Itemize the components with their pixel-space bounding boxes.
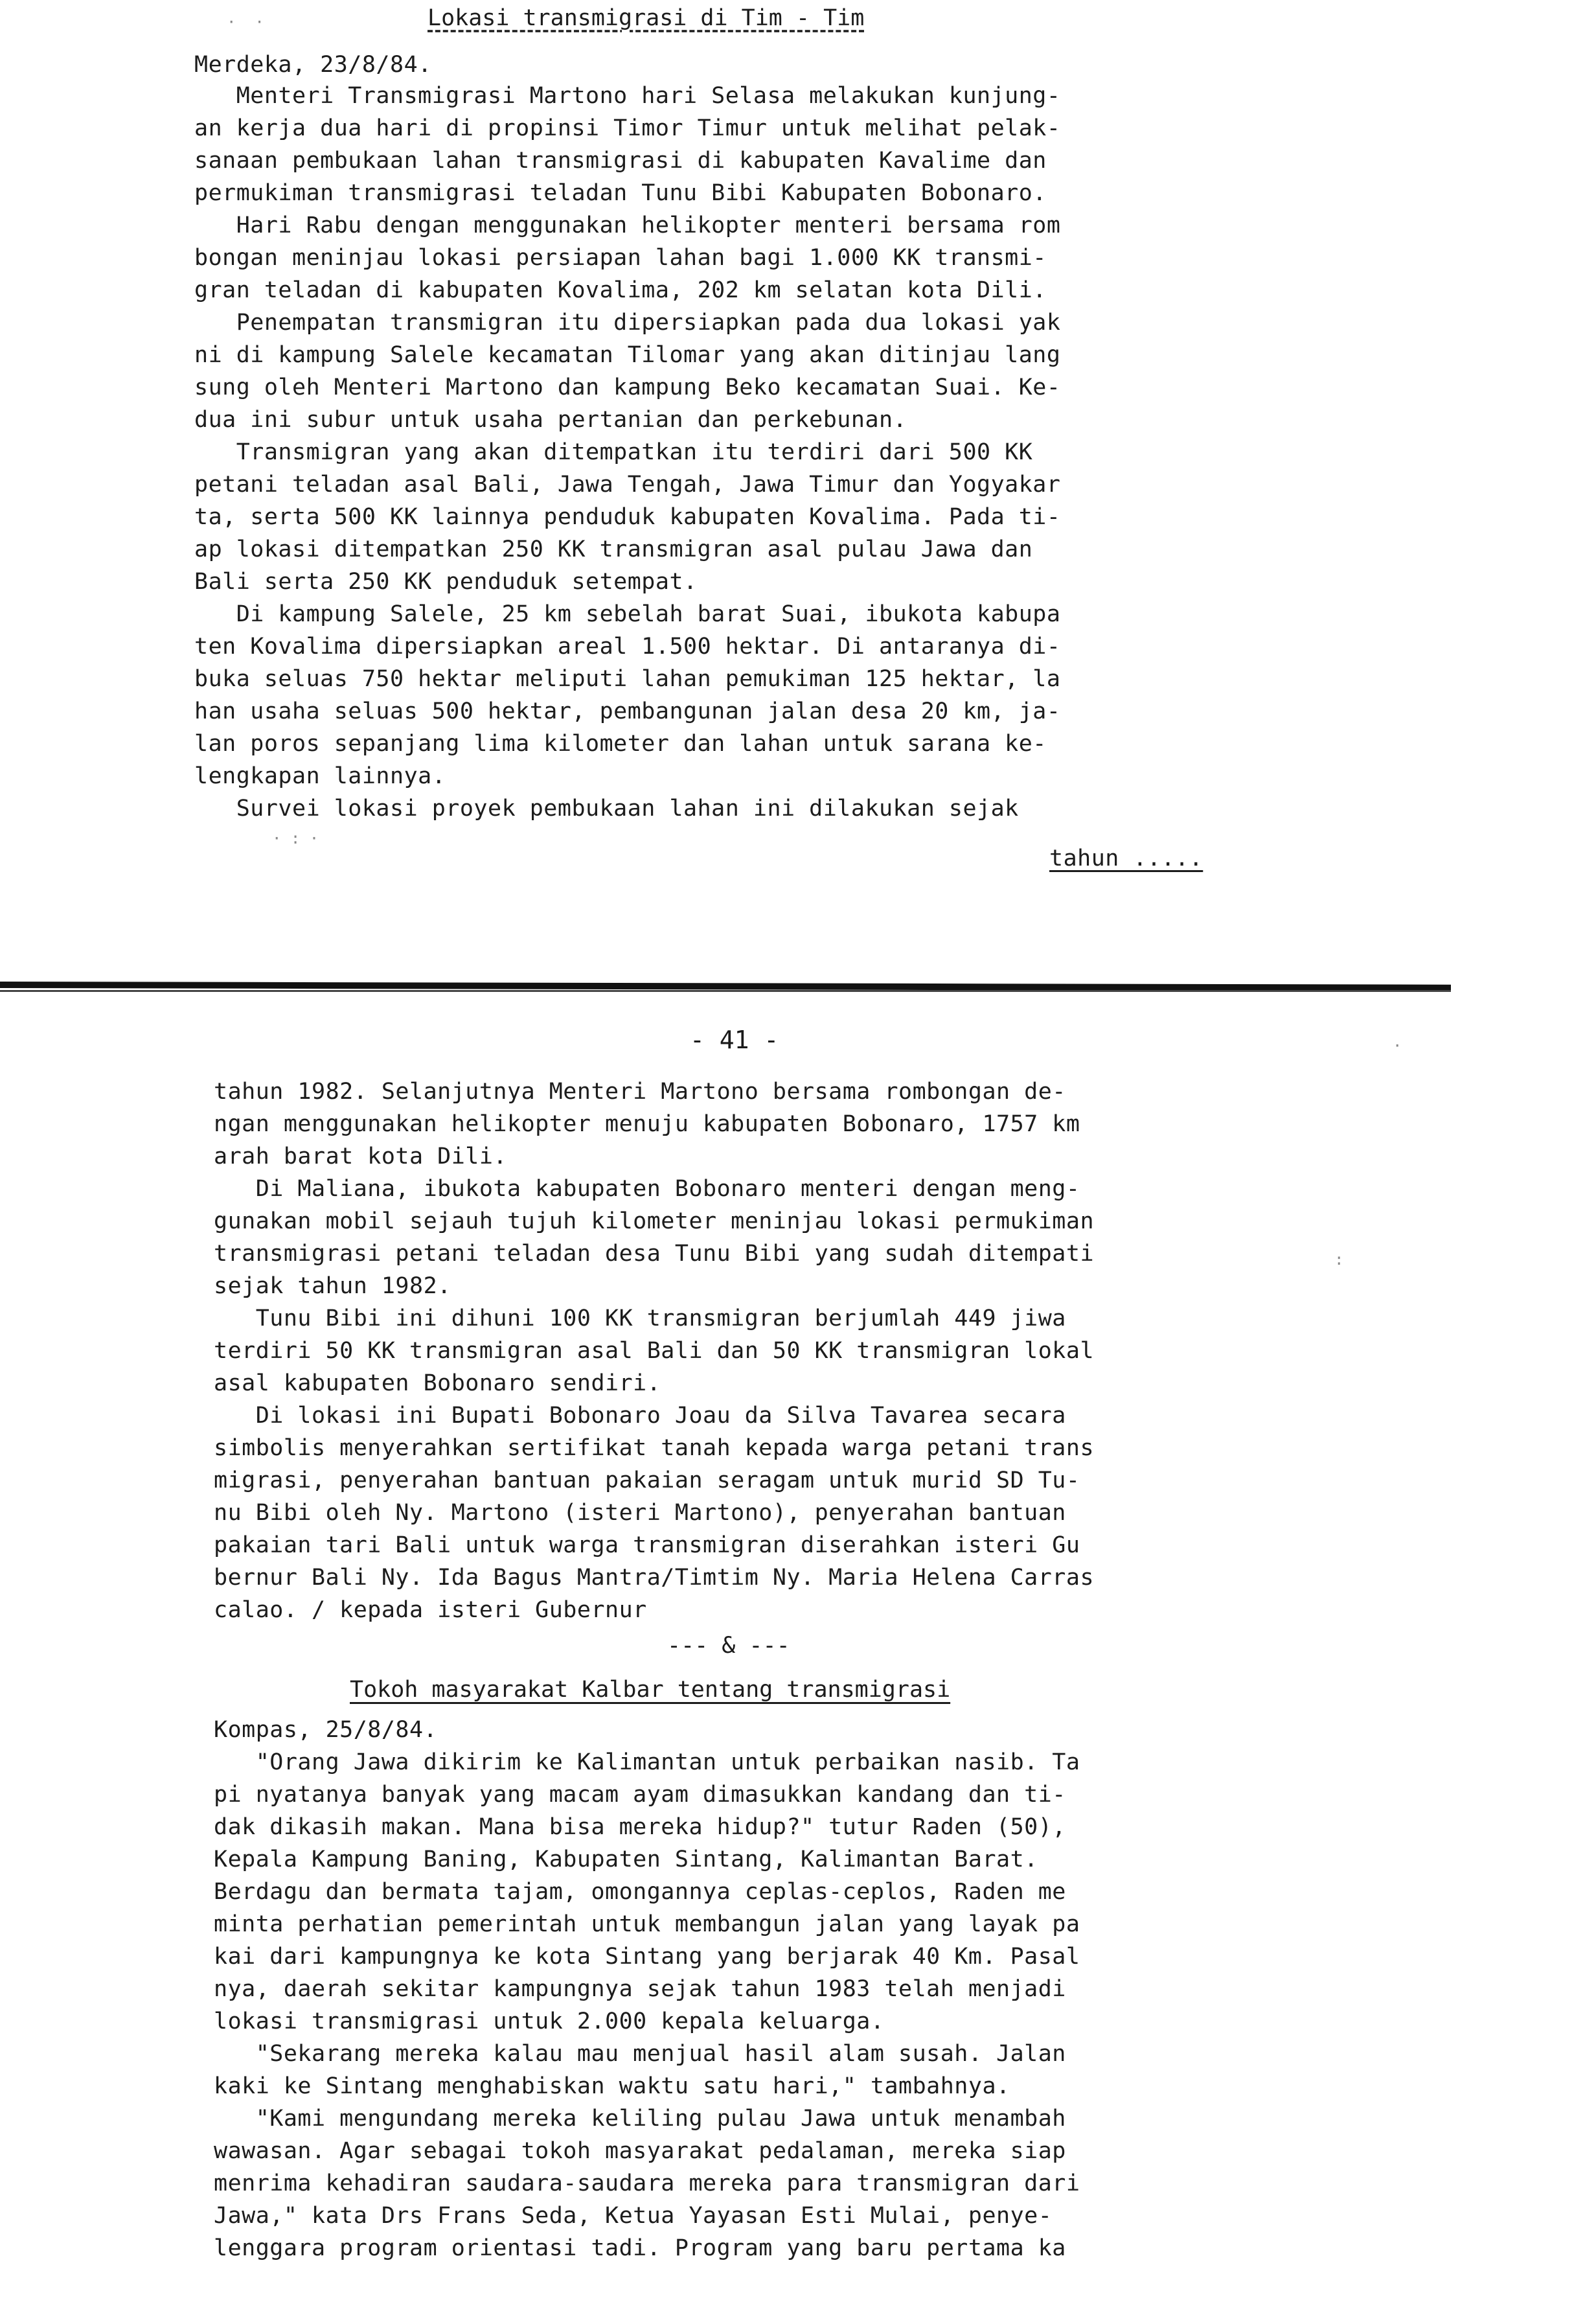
- body-line: gunakan mobil sejauh tujuh kilometer meninjau lokasi permukiman: [214, 1208, 1095, 1234]
- article1-title: Lokasi transmigrasi di Tim - Tim: [428, 5, 865, 31]
- body-line: pakaian tari Bali untuk warga transmigran diserahkan isteri Gu: [214, 1532, 1080, 1558]
- body-line: Bali serta 250 KK penduduk setempat.: [194, 569, 698, 595]
- body-line: simbolis menyerahkan sertifikat tanah kepada warga petani trans: [214, 1435, 1095, 1461]
- body-line: tahun 1982. Selanjutnya Menteri Martono bersama rombongan de-: [214, 1079, 1066, 1105]
- body-line: wawasan. Agar sebagai tokoh masyarakat pedalaman, mereka siap: [214, 2138, 1066, 2164]
- body-line: sejak tahun 1982.: [214, 1273, 451, 1299]
- body-line: Menteri Transmigrasi Martono hari Selasa melakukan kunjung-: [194, 83, 1061, 109]
- body-line: ni di kampung Salele kecamatan Tilomar yang akan ditinjau lang: [194, 342, 1061, 368]
- body-line: ngan menggunakan helikopter menuju kabupaten Bobonaro, 1757 km: [214, 1111, 1080, 1137]
- page-number: - 41 -: [690, 1026, 779, 1054]
- body-line: terdiri 50 KK transmigran asal Bali dan 50 KK transmigran lokal: [214, 1338, 1095, 1364]
- body-line: Berdagu dan bermata tajam, omongannya ceplas-ceplos, Raden me: [214, 1879, 1066, 1905]
- body-line: Tunu Bibi ini dihuni 100 KK transmigran berjumlah 449 jiwa: [214, 1306, 1066, 1331]
- body-line: bongan meninjau lokasi persiapan lahan bagi 1.000 KK transmi-: [194, 245, 1047, 271]
- body-line: Hari Rabu dengan menggunakan helikopter menteri bersama rom: [194, 213, 1061, 238]
- body-line: kaki ke Sintang menghabiskan waktu satu hari," tambahnya.: [214, 2073, 1010, 2099]
- body-line: sanaan pembukaan lahan transmigrasi di kabupaten Kavalime dan: [194, 148, 1047, 174]
- scan-speck: :: [1334, 1250, 1344, 1269]
- body-line: Di Maliana, ibukota kabupaten Bobonaro menteri dengan meng-: [214, 1176, 1080, 1202]
- body-line: sung oleh Menteri Martono dan kampung Beko kecamatan Suai. Ke-: [194, 374, 1061, 400]
- body-line: Di lokasi ini Bupati Bobonaro Joau da Silva Tavarea secara: [214, 1403, 1066, 1429]
- body-line: nya, daerah sekitar kampungnya sejak tahun 1983 telah menjadi: [214, 1976, 1066, 2002]
- continuation-marker: tahun .....: [1049, 846, 1203, 871]
- body-line: Penempatan transmigran itu dipersiapkan pada dua lokasi yak: [194, 310, 1061, 336]
- article2-title: Tokoh masyarakat Kalbar tentang transmigrasi: [350, 1677, 951, 1703]
- body-line: ta, serta 500 KK lainnya penduduk kabupaten Kovalima. Pada ti-: [194, 504, 1061, 530]
- body-line: han usaha seluas 500 hektar, pembangunan jalan desa 20 km, ja-: [194, 698, 1061, 724]
- body-line: lokasi transmigrasi untuk 2.000 kepala keluarga.: [214, 2008, 885, 2034]
- body-line: petani teladan asal Bali, Jawa Tengah, Jawa Timur dan Yogyakar: [194, 472, 1061, 498]
- body-line: gran teladan di kabupaten Kovalima, 202 km selatan kota Dili.: [194, 277, 1047, 303]
- body-line: arah barat kota Dili.: [214, 1144, 508, 1169]
- body-line: buka seluas 750 hektar meliputi lahan pemukiman 125 hektar, la: [194, 666, 1061, 692]
- body-line: lenggara program orientasi tadi. Program yang baru pertama ka: [214, 2235, 1066, 2261]
- body-line: bernur Bali Ny. Ida Bagus Mantra/Timtim Ny. Maria Helena Carras: [214, 1565, 1095, 1591]
- body-line: Jawa," kata Drs Frans Seda, Ketua Yayasan Esti Mulai, penye-: [214, 2203, 1053, 2229]
- body-line: "Sekarang mereka kalau mau menjual hasil alam susah. Jalan: [214, 2041, 1066, 2067]
- body-line: asal kabupaten Bobonaro sendiri.: [214, 1370, 661, 1396]
- body-line: nu Bibi oleh Ny. Martono (isteri Martono), penyerahan bantuan: [214, 1500, 1066, 1526]
- body-line: lan poros sepanjang lima kilometer dan lahan untuk sarana ke-: [194, 731, 1047, 757]
- body-line: minta perhatian pemerintah untuk membangun jalan yang layak pa: [214, 1911, 1080, 1937]
- body-line: ap lokasi ditempatkan 250 KK transmigran asal pulau Jawa dan: [194, 536, 1033, 562]
- body-line: Transmigran yang akan ditempatkan itu terdiri dari 500 KK: [194, 439, 1033, 465]
- body-line: transmigrasi petani teladan desa Tunu Bibi yang sudah ditempati: [214, 1241, 1095, 1267]
- page-break-rule-shadow: [0, 990, 1451, 992]
- body-line: dak dikasih makan. Mana bisa mereka hidup?" tutur Raden (50),: [214, 1814, 1066, 1840]
- scan-speck: ·: [1393, 1037, 1402, 1055]
- body-line: an kerja dua hari di propinsi Timor Timur untuk melihat pelak-: [194, 115, 1061, 141]
- body-line: menrima kehadiran saudara-saudara mereka para transmigran dari: [214, 2170, 1080, 2196]
- body-line: dua ini subur untuk usaha pertanian dan perkebunan.: [194, 407, 907, 433]
- body-line: ten Kovalima dipersiapkan areal 1.500 hektar. Di antaranya di-: [194, 634, 1061, 660]
- body-line: pi nyatanya banyak yang macam ayam dimasukkan kandang dan ti-: [214, 1782, 1066, 1808]
- body-line: kai dari kampungnya ke kota Sintang yang berjarak 40 Km. Pasal: [214, 1944, 1080, 1970]
- article1-source: Merdeka, 23/8/84.: [194, 52, 432, 78]
- body-line: migrasi, penyerahan bantuan pakaian seragam untuk murid SD Tu-: [214, 1467, 1080, 1493]
- body-line: calao. / kepada isteri Gubernur: [214, 1597, 647, 1623]
- body-line: permukiman transmigrasi teladan Tunu Bibi Kabupaten Bobonaro.: [194, 180, 1047, 206]
- scan-speck: · ·: [227, 13, 264, 31]
- body-line: Di kampung Salele, 25 km sebelah barat Suai, ibukota kabupa: [194, 601, 1061, 627]
- body-line: Survei lokasi proyek pembukaan lahan ini dilakukan sejak: [194, 796, 1019, 822]
- section-separator: --- & ---: [667, 1633, 790, 1659]
- body-line: Kepala Kampung Baning, Kabupaten Sintang, Kalimantan Barat.: [214, 1847, 1038, 1872]
- article2-source: Kompas, 25/8/84.: [214, 1717, 438, 1743]
- body-line: "Kami mengundang mereka keliling pulau Jawa untuk menambah: [214, 2106, 1066, 2132]
- body-line: lengkapan lainnya.: [194, 763, 446, 789]
- scan-speck: · : ·: [272, 829, 319, 847]
- body-line: "Orang Jawa dikirim ke Kalimantan untuk perbaikan nasib. Ta: [214, 1749, 1080, 1775]
